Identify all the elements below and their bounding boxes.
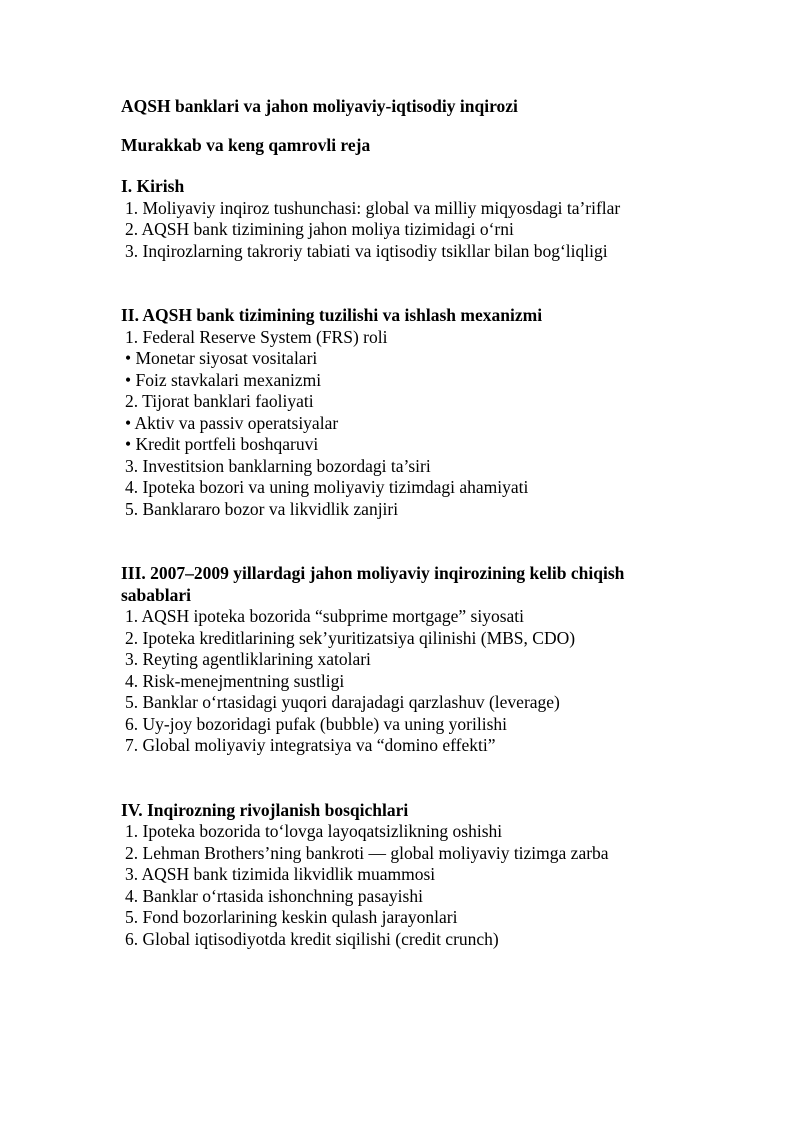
list-item: 6. Global iqtisodiyotda kredit siqilishi (credit crunch) — [125, 928, 499, 949]
section-spacer — [121, 262, 701, 305]
list-item: 5. Banklararo bozor va likvidlik zanjiri — [125, 498, 399, 519]
section-heading-line: sabablari — [121, 584, 192, 605]
section-spacer — [121, 520, 701, 563]
list-item: 1. Federal Reserve System (FRS) roli — [125, 326, 388, 347]
list-item: 3. Investitsion banklarning bozordagi ta’siri — [125, 455, 431, 476]
section-spacer — [121, 757, 701, 800]
section-heading: II. AQSH bank tizimining tuzilishi va ishlash mexanizmi — [121, 305, 543, 325]
section-item-list — [121, 327, 701, 521]
list-item: 4. Banklar o‘rtasida ishonchning pasayishi — [125, 885, 423, 906]
section-heading-line: III. 2007–2009 yillardagi jahon moliyaviy inqirozining kelib chiqish — [121, 563, 625, 583]
list-item: • Kredit portfeli boshqaruvi — [125, 434, 319, 454]
section-item-list — [121, 821, 701, 950]
section-heading: I. Kirish — [121, 176, 185, 196]
list-item: 3. AQSH bank tizimida likvidlik muammosi — [125, 864, 436, 884]
list-item: 5. Fond bozorlarining keskin qulash jarayonlari — [125, 907, 458, 927]
section-crisis-stages — [121, 800, 701, 951]
section-item-list — [121, 606, 701, 757]
list-item: 5. Banklar o‘rtasidagi yuqori darajadagi qarzlashuv (leverage) — [125, 692, 560, 712]
list-item: 3. Reyting agentliklarining xatolari — [125, 649, 371, 669]
section-introduction — [121, 176, 701, 262]
list-item: • Foiz stavkalari mexanizmi — [125, 369, 322, 390]
section-crisis-causes — [121, 563, 701, 757]
list-item: 3. Inqirozlarning takroriy tabiati va iqtisodiy tsikllar bilan bog‘liqligi — [125, 240, 608, 261]
section-heading: IV. Inqirozning rivojlanish bosqichlari — [121, 799, 409, 820]
list-item: 6. Uy-joy bozoridagi pufak (bubble) va uning yorilishi — [125, 713, 508, 734]
section-heading — [121, 563, 701, 606]
section-bank-system-structure — [121, 305, 701, 520]
list-item: • Aktiv va passiv operatsiyalar — [125, 412, 339, 433]
document-subtitle: Murakkab va keng qamrovli reja — [121, 134, 371, 155]
list-item: 2. AQSH bank tizimining jahon moliya tizimidagi o‘rni — [125, 219, 514, 239]
list-item: 2. Tijorat banklari faoliyati — [125, 391, 314, 411]
list-item: 4. Risk-menejmentning sustligi — [125, 670, 345, 691]
list-item: 1. Moliyaviy inqiroz tushunchasi: global va milliy miqyosdagi ta’riflar — [125, 197, 621, 218]
list-item: • Monetar siyosat vositalari — [125, 348, 318, 368]
list-item: 2. Lehman Brothers’ning bankroti — global moliyaviy tizimga zarba — [125, 842, 609, 863]
document-body — [121, 96, 701, 950]
list-item: 7. Global moliyaviy integratsiya va “domino effekti” — [125, 735, 496, 755]
list-item: 4. Ipoteka bozori va uning moliyaviy tizimdagi ahamiyati — [125, 477, 529, 497]
list-item: 1. Ipoteka bozorida to‘lovga layoqatsizlikning oshishi — [125, 821, 503, 841]
list-item: 2. Ipoteka kreditlarining sek’yuritizatsiya qilinishi (MBS, CDO) — [125, 627, 576, 648]
document-title: AQSH banklari va jahon moliyaviy-iqtisodiy inqirozi — [121, 96, 518, 116]
list-item: 1. AQSH ipoteka bozorida “subprime mortgage” siyosati — [125, 606, 525, 626]
section-item-list — [121, 198, 701, 263]
